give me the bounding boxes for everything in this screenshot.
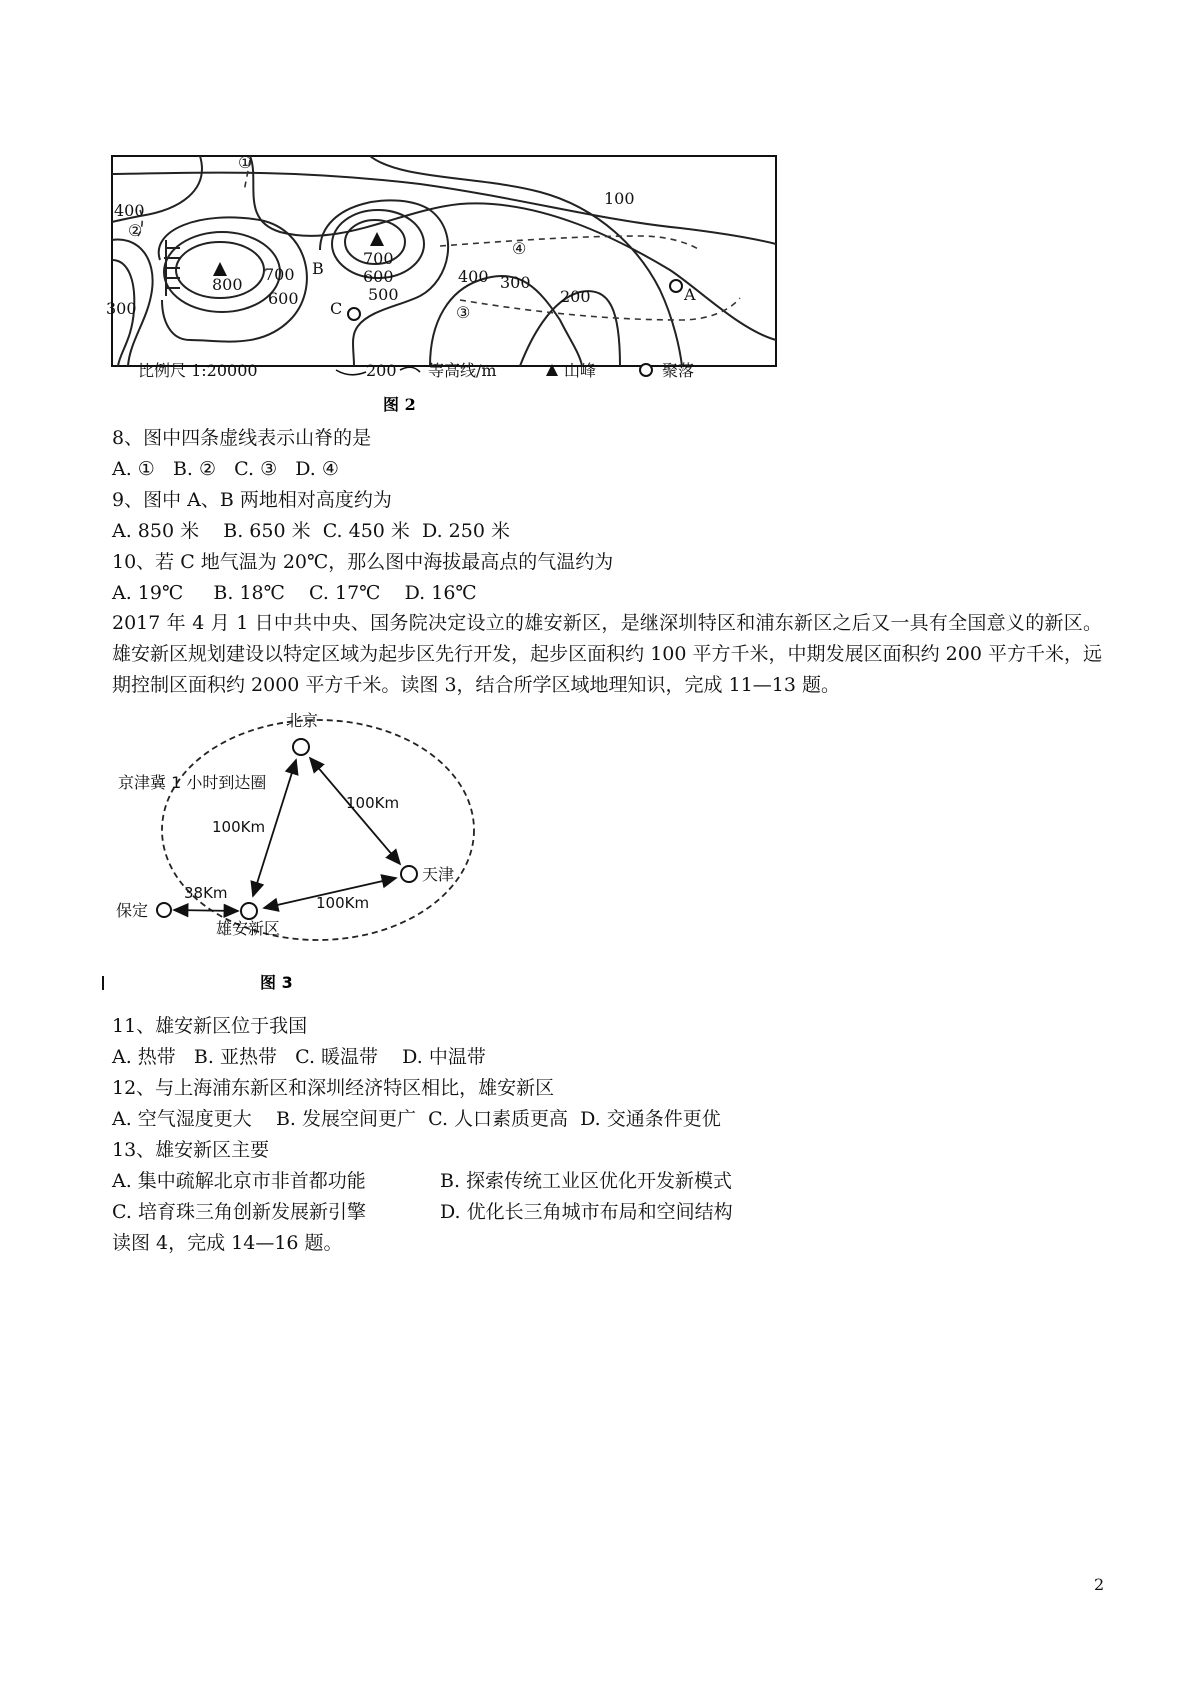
marker-3: ③ (456, 303, 471, 322)
city-tianjin: 天津 (422, 865, 455, 884)
city-baoding: 保定 (116, 901, 149, 920)
dist-xiongan-tianjin: 100Km (316, 894, 370, 912)
q11-stem: 11、雄安新区位于我国 (112, 1015, 308, 1037)
peak-800-icon (213, 262, 227, 276)
q9-options: A. 850 米 B. 650 米 C. 450 米 D. 250 米 (112, 520, 510, 542)
q13-option-c: C. 培育珠三角创新发展新引擎 (112, 1201, 366, 1223)
q13-option-b: B. 探索传统工业区优化开发新模式 (440, 1170, 733, 1192)
legend-contour-value: 200 (366, 361, 397, 380)
figure-2-contour-map (100, 140, 800, 460)
marker-1: ① (238, 153, 253, 172)
q10-stem: 10、若 C 地气温为 20℃，那么图中海拔最高点的气温约为 (112, 551, 614, 573)
q13-option-d: D. 优化长三角城市布局和空间结构 (440, 1201, 733, 1223)
marker-4: ④ (512, 239, 527, 258)
city-beijing: 北京 (286, 711, 319, 730)
beijing-icon (293, 739, 309, 755)
settlement-a-icon (670, 280, 682, 292)
legend-settlement-label: 聚落 (662, 361, 695, 380)
legend-settlement-icon (640, 364, 652, 376)
legend-contour-label: 等高线/m (428, 361, 497, 380)
legend-contour-icon (336, 370, 366, 375)
tianjin-icon (401, 866, 417, 882)
figure-3-map (100, 700, 520, 1000)
contour-label-400: 400 (114, 201, 145, 220)
contour-label-300: 300 (106, 299, 137, 318)
q12-stem: 12、与上海浦东新区和深圳经济特区相比，雄安新区 (112, 1077, 555, 1099)
settlement-c-icon (348, 308, 360, 320)
q13-option-a: A. 集中疏解北京市非首都功能 (112, 1170, 366, 1192)
contour-label-600-left: 600 (268, 289, 299, 308)
circle-label: 京津冀 1 小时到达圈 (118, 773, 267, 792)
contour-label-300-mid: 300 (500, 273, 531, 292)
q11-options: A. 热带 B. 亚热带 C. 暖温带 D. 中温带 (112, 1046, 486, 1068)
q10-options: A. 19℃ B. 18℃ C. 17℃ D. 16℃ (112, 582, 477, 604)
dist-baoding-xiongan: 38Km (184, 884, 228, 902)
contour-lines (112, 156, 776, 366)
peak-700-icon (370, 232, 384, 246)
legend-peak-label: 山峰 (564, 361, 597, 380)
contour-label-400-mid: 400 (458, 267, 489, 286)
dist-beijing-xiongan: 100Km (212, 818, 266, 836)
closing-instruction: 读图 4，完成 14—16 题。 (112, 1232, 343, 1254)
point-label-a: A (684, 285, 696, 304)
contour-label-700-left: 700 (264, 265, 295, 284)
figure-3-tick (102, 976, 104, 990)
page-number: 2 (1094, 1575, 1105, 1594)
baoding-icon (157, 903, 171, 917)
point-label-c: C (330, 299, 343, 318)
figure-2-caption: 图 2 (383, 395, 416, 414)
dashed-lines (138, 160, 740, 320)
q8-options: A. ① B. ② C. ③ D. ④ (112, 458, 339, 480)
contour-label-600-b: 600 (363, 267, 394, 286)
q13-stem: 13、雄安新区主要 (112, 1139, 270, 1161)
contour-label-500: 500 (368, 285, 399, 304)
q9-stem: 9、图中 A、B 两地相对高度约为 (112, 489, 392, 511)
xiongan-icon (241, 903, 257, 919)
contour-label-100: 100 (604, 189, 635, 208)
marker-2: ② (128, 221, 143, 240)
city-xiongan: 雄安新区 (216, 919, 281, 938)
contour-label-700-b: 700 (363, 249, 394, 268)
q8-stem: 8、图中四条虚线表示山脊的是 (112, 427, 372, 449)
point-label-b: B (312, 259, 324, 278)
intro-paragraph: 2017 年 4 月 1 日中共中央、国务院决定设立的雄安新区，是继深圳特区和浦东新区之后又一具有全国意义的新区。雄安新区规划建设以特定区域为起步区先行开发，起步区面积约 100 平方千米，中期发展区面积约 200 平方千米，远期控制区面积约 2000 平方千米。读图 3，结合所学区域地理知识，完成 11—13 题。 (112, 612, 1102, 696)
dist-beijing-tianjin: 100Km (346, 794, 400, 812)
contour-label-200: 200 (560, 287, 591, 306)
contour-label-800: 800 (212, 275, 243, 294)
arrow-baoding-xiongan (174, 910, 238, 911)
legend-scale: 比例尺 1:20000 (138, 361, 258, 380)
q12-options: A. 空气湿度更大 B. 发展空间更广 C. 人口素质更高 D. 交通条件更优 (112, 1108, 721, 1130)
figure-3-caption: 图 3 (260, 973, 293, 992)
map-legend (138, 361, 694, 380)
